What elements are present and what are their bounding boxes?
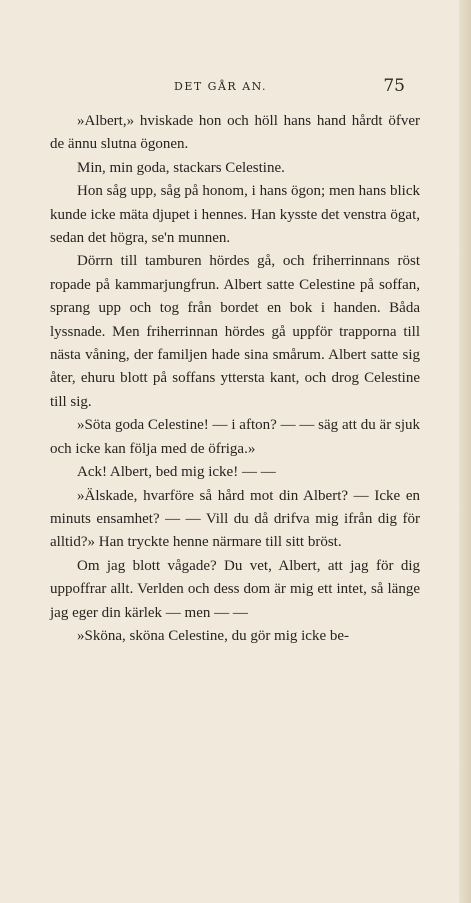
running-head: DET GÅR AN. bbox=[174, 80, 268, 93]
paragraph: »Sköna, sköna Celestine, du gör mig icke be- bbox=[77, 627, 350, 644]
paragraph: »Söta goda Celestine! — i afton? — — säg att du är sjuk och icke kan följa med de öfriga.» bbox=[50, 417, 420, 457]
paragraph: Dörrn till tamburen hördes gå, och friherrinnans röst ropade på kammarjungfrun. Albert satte Celestine på soffan, sprang upp och tog från bordet en bok i handen. Båda lyssnade. Men friherrinnan hördes gå uppför trapporna till nästa våning, der familjen hade sina smårum. Albert satte sig åter, ehuru blott på soffans yttersta kant, och drog Celestine till sig. bbox=[50, 253, 420, 410]
paragraph: Min, min goda, stackars Celestine. bbox=[77, 159, 285, 176]
paragraph: Hon såg upp, såg på honom, i hans ögon; men hans blick kunde icke mäta djupet i hennes. Han kysste det venstra ögat, sedan det högra, se'n munnen. bbox=[50, 183, 420, 247]
paragraph: »Älskade, hvarföre så hård mot din Albert? — Icke en minuts ensamhet? — — Vill du då drifva mig ifrån dig för alltid?» Han tryckte henne närmare till sitt bröst. bbox=[50, 487, 420, 551]
page-number: 75 bbox=[383, 76, 405, 96]
page-header bbox=[50, 76, 405, 100]
paragraph: »Albert,» hviskade hon och höll hans hand hårdt öfver de ännu slutna ögonen. bbox=[50, 113, 420, 153]
body-text bbox=[50, 110, 420, 648]
paragraph: Om jag blott vågade? Du vet, Albert, att jag för dig uppoffrar allt. Verlden och dess dom är mig ett intet, så länge jag eger din kärlek — men — — bbox=[50, 557, 420, 621]
page-edge bbox=[459, 0, 471, 903]
paragraph: Ack! Albert, bed mig icke! — — bbox=[77, 464, 276, 481]
